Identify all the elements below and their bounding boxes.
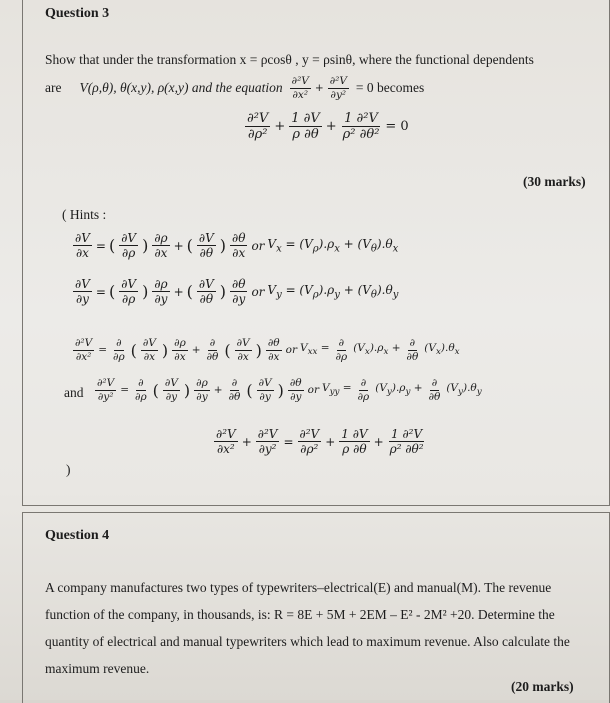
hint-dv-dx: $\frac{\partial V}{\partial x}$ = ( $\frac{\partial V}{\partial\rho}$ ) $\frac{\partial\rho}{\partial x}$ + ( $\frac{\partial V}{\partial\theta}$ ) $\frac{\partial\theta}{\partial x}$ or $V_x = (V_\rho).\rho_x + (V_\theta).\theta_x$ (75, 231, 399, 260)
q3-becomes-text: = 0 becomes (355, 80, 425, 95)
laplace-cartesian-equation: $\frac{\text{∂²V}}{\text{∂x²}}$ + $\frac{\text{∂²V}}{\text{∂y²}}$ (291, 75, 347, 101)
question-4-paragraph: A company manufactures two types of typewriters–electrical(E) and manual(M). The revenue function of the company, in thousands, is: R = 8E + 5M + 2EM – E² - 2M² +20. Determine the quantity of electrical and manual typewriters which lead to maximum revenue. Also calculate the maximum revenue. (45, 580, 570, 676)
hint-dv-dy: $\frac{\partial V}{\partial y}$ = ( $\frac{\partial V}{\partial\rho}$ ) $\frac{\partial\rho}{\partial y}$ + ( $\frac{\partial V}{\partial\theta}$ ) $\frac{\partial\theta}{\partial y}$ or $V_y = (V_\rho).\rho_y + (V_\theta).\theta_y$ (75, 277, 399, 306)
laplace-polar-equation: $\frac{\text{∂²V}}{\text{∂ρ²}}$ + $\frac{1 \partial V}{\rho \partial\theta}$ + $\frac{\text{1 ∂²V}}{\text{ρ² ∂θ²}}$ = 0 (247, 111, 409, 142)
question-4-heading: Question 4 (45, 528, 110, 543)
hint-d2v-dx2: $\frac{\text{∂²V}}{\text{∂x²}}$ = $\frac{\partial}{\partial\rho}$ ( $\frac{\partial V}{\partial x}$ ) $\frac{\partial\rho}{\partial x}$ + $\frac{\partial}{\partial\theta}$ ( $\frac{\partial V}{\partial x}$ ) $\frac{\partial\theta}{\partial x}$ or $V_{xx}$ = $\frac{\partial}{\partial\rho}$ $(V_x).\rho_x$ + $\frac{\partial}{\partial\theta}$ $(V_x).\theta_x$ (75, 337, 460, 363)
q3-are-label: are (45, 80, 62, 95)
q3-intro-line1: Show that under the transformation x = ρcosθ , y = ρsinθ, where the functional dependents (45, 52, 534, 67)
question-3-heading: Question 3 (45, 6, 110, 21)
q3-intro-line2 (45, 76, 424, 100)
q3-functional-dependents: V(ρ,θ), θ(x,y), ρ(x,y) and the equation (79, 80, 283, 95)
and-label: and (64, 385, 84, 400)
question-4-marks: (20 marks) (511, 679, 574, 694)
question-3-marks: (30 marks) (523, 174, 586, 189)
hint-d2v-dy2: $\frac{\text{∂²V}}{\text{∂y²}}$ = $\frac{\partial}{\partial\rho}$ ( $\frac{\partial V}{\partial y}$ ) $\frac{\partial\rho}{\partial y}$ + $\frac{\partial}{\partial\theta}$ ( $\frac{\partial V}{\partial y}$ ) $\frac{\partial\theta}{\partial y}$ or $V_{yy}$ = $\frac{\partial}{\partial\rho}$ $(V_y).\rho_y$ + $\frac{\partial}{\partial\theta}$ $(V_y).\theta_y$ (97, 377, 482, 403)
hint-laplacian-identity: $\frac{\text{∂²V}}{\text{∂x²}}$ + $\frac{\text{∂²V}}{\text{∂y²}}$ = $\frac{\text{∂²V}}{\text{∂ρ²}}$ + $\frac{1 \partial V}{\rho \partial\theta}$ + $\frac{\text{1 ∂²V}}{\text{ρ² ∂θ²}}$ (216, 427, 424, 456)
hints-open: ( Hints : (62, 207, 107, 222)
hints-close: ) (66, 462, 71, 477)
